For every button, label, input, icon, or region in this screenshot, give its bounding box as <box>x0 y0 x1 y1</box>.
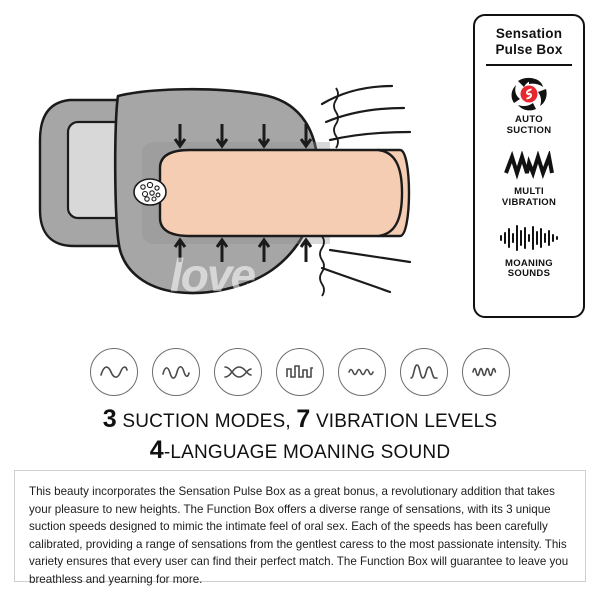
sensation-pulse-box <box>473 14 585 318</box>
feature-label-line2: SOUNDS <box>507 268 551 280</box>
feature-label-line1: AUTO <box>515 113 543 125</box>
suction-mode-text: SUCTION MODES, <box>122 411 291 432</box>
feature-moaning-sounds-label <box>481 259 577 281</box>
pulse-box-title-line2: Pulse Box <box>495 41 563 57</box>
mode-wave-icon <box>90 348 138 396</box>
feature-multi-vibration <box>481 146 577 209</box>
mode-icon-row <box>0 344 600 400</box>
moaning-sounds-icon <box>481 218 577 258</box>
mode-zigzag-icon <box>338 348 386 396</box>
feature-label-line2: SUCTION <box>506 124 552 136</box>
feature-auto-suction-label <box>481 115 577 137</box>
pulse-box-title <box>481 26 577 58</box>
feature-moaning-sounds <box>481 218 577 281</box>
multi-vibration-icon <box>481 146 577 186</box>
description-text: This beauty incorporates the Sensation Pulse Box as a great bonus, a revolutionary addition that takes your pleasure to new heights. The Function Box offers a diverse range of sensations, with its 3 unique suction speeds designed to mimic the intimate feel of oral sex. Each of the speeds has been carefully calibrated, providing a range of sensations from the gentlest caress to the most passionate intensity. This variety ensures that every user can find their perfect match. The Function Box will guarantee to leave you breathless and yearning for more. <box>29 485 569 587</box>
headline-line-2 <box>0 435 600 466</box>
description-panel <box>14 470 586 587</box>
feature-label-line2: VIBRATION <box>501 196 557 208</box>
mode-dense-wave-icon <box>462 348 510 396</box>
mode-spike-wave-icon <box>400 348 448 396</box>
language-text: -LANGUAGE MOANING SOUND <box>163 441 451 463</box>
feature-label-line1: MOANING <box>504 257 553 269</box>
auto-suction-icon <box>481 74 577 114</box>
mode-double-wave-icon <box>152 348 200 396</box>
vibration-level-count: 7 <box>296 405 311 433</box>
language-count: 4 <box>149 435 164 464</box>
watermark-text: love <box>170 249 255 301</box>
pulse-box-title-line1: Sensation <box>495 26 563 41</box>
headline <box>0 404 600 465</box>
shaft-graphic <box>160 150 409 236</box>
pulse-box-divider <box>486 64 572 66</box>
mode-cross-wave-icon <box>214 348 262 396</box>
suction-mode-count: 3 <box>102 405 117 433</box>
headline-line-1 <box>0 404 600 435</box>
vibration-level-text: VIBRATION LEVELS <box>315 411 498 432</box>
mode-square-pulse-icon <box>276 348 324 396</box>
feature-auto-suction <box>481 74 577 137</box>
feature-label-line1: MULTI <box>514 185 544 197</box>
feature-multi-vibration-label <box>481 187 577 209</box>
internal-texture <box>134 179 166 205</box>
